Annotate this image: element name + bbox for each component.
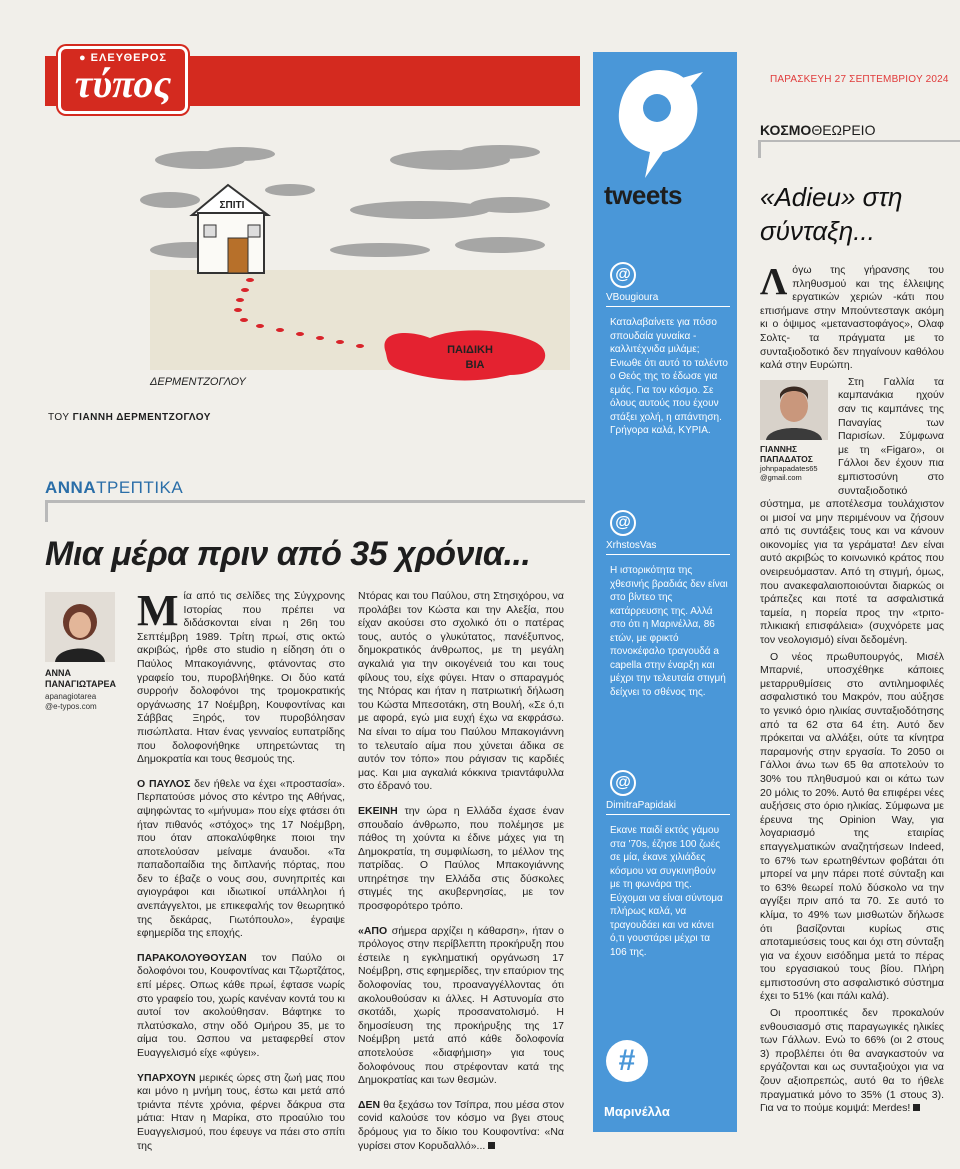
paragraph-lead: «ΑΠΟ: [358, 924, 388, 937]
section-label-bold: ΑΝΝΑ: [45, 478, 97, 497]
article-column-1: [137, 586, 345, 1152]
cartoon-credit: [48, 412, 211, 423]
section-label-rest: ΤΡΕΠΤΙΚΑ: [96, 478, 184, 497]
author-email: [45, 692, 130, 712]
right-author-email-line-2: @gmail.com: [760, 472, 802, 482]
paragraph-lead: ΔΕΝ: [358, 1098, 381, 1111]
dropcap: Μ: [137, 586, 179, 635]
credit-name: ΓΙΑΝΝΗ ΔΕΡΜΕΝΤΖΟΓΛΟΥ: [72, 412, 211, 423]
tweet-handle[interactable]: VBougioura: [606, 292, 730, 307]
logo-big-text: τύπος: [74, 61, 172, 106]
paragraph: Ο νέος πρωθυπουργός, Μισέλ Μπαρνιέ, υποσχέθηκε κάποιες μεταρρυθμίσεις στο αντιλημοφιλές ασφαλιστικό του Μακρόν, που αύξησε το γενικό όριο ηλικίας συνταξιοδότησης από τα 62 στα 64 έτη. Αυτό δεν πρόκειται να αλλάξει, ούτε τα κίνητρα παραμονής στην εργασία. Το 2050 οι Γάλλοι άνω των 65 θα αποτελούν το 30% του πληθυσμού και οι κάτω των 20 μόλις το 20%. Αυτό θα επιφέρει νέες αυξήσεις στο όριο ηλικίας. Σύμφωνα με έρευνα της Opinion Way, για λογαριασμό της εταιρίας επαγγελματικών αναζητήσεων Indeed, το 67% των ερωτηθέντων φοβάται ότι μπορεί να μην πάρει ποτέ σύνταξη και το 63% θεωρεί πολύ δύσκολο να την αγγίξει πριν από τα 70. Σε αυτό το κλίμα, το 49% των μισθωτών δήλωσε ότι βασίζονται κυρίως στις αποταμιεύσεις τους και όχι στη σύνταξη για να έχουν εισόδημα μετά το πέρας του εργασιακού τους βίου. Πλήρη εμπιστοσύνη στο ασφαλιστικό σύστημα έχει το 51% (και πάλι καλά).: [760, 650, 944, 1003]
house-label: ΣΠΙΤΙ: [219, 200, 245, 211]
hashtag-icon: #: [606, 1040, 648, 1082]
author-photo: [45, 592, 115, 662]
author-email-line-1: apanagiotarea: [45, 692, 97, 701]
issue-date: ΠΑΡΑΣΚΕΥΗ 27 ΣΕΠΤΕΜΒΡΙΟΥ 2024: [770, 74, 949, 85]
paragraph-lead: ΥΠΑΡΧΟΥΝ: [137, 1071, 196, 1084]
dropcap: Λ: [760, 261, 788, 303]
at-icon: @: [610, 262, 636, 288]
author-name: [45, 668, 130, 690]
right-section-label: [760, 122, 875, 138]
newspaper-logo: [58, 46, 188, 114]
house: [192, 185, 268, 273]
blood-label-1: ΠΑΙΔΙΚΗ: [447, 344, 493, 356]
section-divider: [45, 500, 585, 503]
right-author-email-line-1: johnpapadates65: [760, 463, 818, 473]
right-author-name: [760, 444, 832, 464]
logo-small-text: ● ΕΛΕΥΘΕΡΟΣ: [78, 52, 168, 64]
tweets-title: tweets: [604, 180, 682, 210]
credit-prefix: ΤΟΥ: [48, 412, 70, 423]
article-column-2: [358, 590, 564, 1152]
tweet-text: Καταλαβαίνετε για πόσο σπουδαία γυναίκα - καλλιτέχνιδα μιλάμε; Ενιωθε ότι αυτό το ταλέντο ο Θεός της το έδωσε για εμάς. Για τον κόσμο. Σε όλους αυτούς που έχουν στάξει χολή, η απάντηση. Γρήγορα καλά, ΚΥΡΙΑ.: [610, 317, 728, 436]
paragraph: δεν ήθελε να έχει «προστασία». Περπατούσε μόνος στο κέντρο της Αθήνας, αψηφώντας το «μήνυμα» που είχε φτάσει ότι ήταν πιθανός «στόχος» της 17 Νοέμβρη, που όταν αποκαλύφθηκε ποιοι την αποτελούσαν μείναμε άναυδοι. «Τα παπαδοπαίδια της διπλανής πόρτας, που δεν το έβαζε ο νους σου, συνηπριτές και αγιογράφοι και ιδιωτικοί υπάλληλοι ή ανεπάγγελτοι, με επικεφαλής τον θεωρητικό της δεκάρας, Γιωτόπουλο», έγραψε εφημερίδα της εποχής.: [137, 777, 345, 940]
author-email-line-2: @e-typos.com: [45, 702, 97, 711]
cartoon-signature: ΔΕΡΜΕΝΤΖΟΓΛΟΥ: [150, 376, 246, 388]
cartoon-illustration: [150, 130, 570, 390]
author-name-line-2: ΠΑΝΑΓΙΩΤΑΡΕΑ: [45, 679, 116, 689]
right-author-email: [760, 464, 832, 482]
paragraph: τον Παύλο οι δολοφόνοι του, Κουφοντίνας και Τζωρτζάτος, επί μέρες. Οπως κάθε πρωί, έφτασε νωρίς στο γραφείο του, χωρίς κανέναν κοντά του κι αυτοί τον ακολούθησαν. Βάφτηκε το πλατύσκαλο, στην οδό Ομήρου 35, με το αίμα του. Ωσπου να μεταφερθεί στον Ευαγγελισμό είχε «φύγει».: [137, 951, 345, 1059]
right-section-divider-tick: [758, 140, 786, 158]
blood-label-2: ΒΙΑ: [465, 359, 485, 371]
tweet-text: Η ιστορικότητα της χθεσινής βραδιάς δεν είναι στο βίντεο της κατάρρευσης της. Αλλά στο ότι η Μαρινέλλα, 86 ετών, με φρικτό πονοκέφαλο τραγουδά a capella στην έναρξη και μέχρι την τελευταία στιγμή δείχνει το σθένος της.: [610, 565, 728, 698]
tweet-text: Εκανε παιδί εκτός γάμου στα '70s, έζησε 100 ζωές σε μία, έκανε χιλιάδες κόσμου να συγκινηθούν με τη φωνάρα της. Εύχομαι να είναι σύντομα πλήρως καλά, να τραγουδάει και να κάνει ό,τι γουστάρει μέχρι τα 106 της.: [610, 825, 723, 958]
paragraph: Οι προοπτικές δεν προκαλούν ενθουσιασμό στις παραγωγικές ηλικίες των Γάλλων. Ενώ το 66% (οι 2 στους 3) προβλέπει ότι θα αναγκαστούν να εργάζονται και ως συνταξιούχοι για να ζουν αξιοπρεπώς, αυτό θα το ήθελε πραγματικά μόνο το 35% (1 στους 3). Για να το πούμε κομψά: Merdes!: [760, 1007, 944, 1115]
paragraph: την ώρα η Ελλάδα έχασε έναν σπουδαίο άνθρωπο, που πολέμησε με πάθος τη χούντα κι έδινε μάχες για τη Δημοκρατία, τη συμφιλίωση, το μέλλον της πατρίδας. Ο Παύλος Μπακογιάννης υπηρέτησε την Ελλάδα στις δύσκολες στιγμές της ακυβερνησίας, με τον προσφορότερο τρόπο.: [358, 804, 564, 913]
tweet-handle[interactable]: DimitraPapidaki: [606, 800, 730, 815]
right-section-bold: ΚΟΣΜΟ: [760, 122, 812, 138]
at-icon: @: [610, 510, 636, 536]
paragraph: Ντόρας και του Παύλου, στη Στησιχόρου, να προλάβει τον Κώστα και την Αλεξία, που είχαν ακούσει στο σχολικό ότι ο πατέρας τους, αυτός ο γλυκύτατος, πανέξυπνος, δημοκρατικός άνθρωπος, με τη μεγάλη αγκαλιά για την οικογένειά του και τους φίλους του, είχε φύγει. Ηταν ο σπαραγμός της Ντόρας και ήταν η πατριωτική δήλωση του Κώστα Μπεσοτάκη, στη Βουλή, «Σε ό,τι με αφορά, εγώ μια ευχή έχω να εκφράσω. Να είναι το αίμα του Παύλου Μπακογιάννη το τελευταίο αίμα που χύνεται άδικα σε αυτόν τον τόπο» που ράγισαν τις καρδιές μας. Και μια αγκαλιά κόκκινα τριαντάφυλλα στο έδρανό του.: [358, 590, 564, 793]
at-icon: @: [610, 770, 636, 796]
section-label: [45, 478, 183, 498]
paragraph: μερικές ώρες στη ζωή μας που και μόνο η μνήμη τους, έστω και μετά από τριάντα πέντε χρόνια, φέρνει δάκρυα στα μάτια: Ηταν η Μαρίκα, στο προαύλιο του Ευαγγελισμού, που έφευγε να πάει στο σπίτι της: [137, 1071, 345, 1152]
right-author-box: [760, 380, 832, 482]
paragraph: ία από τις σελίδες της Σύγχρονης Ιστορίας που πρέπει να διδάσκονται είναι η 26η του Σεπτέμβρη 1989. Τρίτη πρωί, στις οκτώ ακριβώς, ήρθε στο studio η είδηση ότι ο Παύλος Μπακογιάννης, φτάνοντας στο γραφείο του, πυροβλήθηκε. Οι δύο κατά συρροήν δολοφόνοι της τρομοκρατικής οργάνωσης 17 Νοέμβρη, Κουφοντίνας και Σάββας Ξηρός, τον πυροβόλησαν πισώπλατα. Ηταν ένας γενναίος ευπατρίδης που δολοφονήθηκε υπηρετώντας τη Δημοκρατία και τους θεσμούς της.: [137, 590, 345, 766]
right-author-name-line-2: ΠΑΠΑΔΑΤΟΣ: [760, 453, 813, 464]
paragraph-lead: ΕΚΕΙΝΗ: [358, 804, 398, 817]
right-headline: «Adieu» στη σύνταξη...: [760, 182, 903, 246]
section-divider-tick: [45, 500, 77, 522]
paragraph: σήμερα αρχίζει η κάθαρση», ήταν ο πρόλογος στην περίβλεπτη προκήρυξη που έστειλε η εγκληματική οργάνωση 17 Νοέμβρη, στις εφημερίδες, την επαύριον της δολοφονίας του, προαναγγέλλοντας ότι ακολουθούσαν κι άλλες. Η Αστυνομία στο σκοτάδι, χωρίς προσανατολισμό. Η δημοσίευση της προκήρυξης της 17 Νοέμβρη μετά από κάθε δολοφονία αποτελούσε «διαφήμιση» για τους δολοφόνους που στρέφονταν κατά της Δημοκρατίας και των θεσμών.: [358, 924, 564, 1087]
end-mark: [913, 1104, 920, 1111]
right-section-divider: [758, 140, 960, 142]
right-author-photo: [760, 380, 828, 440]
paragraph: Στη Γαλλία τα καμπανάκια ηχούν σαν τις καμπάνες της Παναγίας των Παρισίων. Σύμφωνα με τη «Figaro», οι Γάλλοι δεν έχουν πια εμπιστοσύνη στο συνταξιοδοτικό σύστημα, με αποτέλεσμα τουλάχιστον οι μισοί να μην περιμένουν να ζήσουν από τις συντάξεις τους και να κάνουν οικονομίες για τα γεράματα! Δεν είναι αυτό ακριβώς το κοινωνικό κράτος που ονειρευόμασταν. Από τη στιγμή, όμως, που ανακεφαλαιοποιούνται διαρκώς οι τράπεζες και ποτέ τα ασφαλιστικά ταμεία, η πορεία προς την «τριτο-πλικιακή επισφάλεια» (συχνόρετε μας τον νεολογισμό) είναι δεδομένη.: [760, 375, 944, 647]
tweet-bird-icon: [605, 60, 715, 180]
author-name-line-1: ΑΝΝΑ: [45, 668, 71, 678]
right-author-name-line-1: ΓΙΑΝΝΗΣ: [760, 443, 798, 454]
hashtag-label: Μαρινέλλα: [604, 1104, 670, 1119]
article-headline: Μια μέρα πριν από 35 χρόνια...: [45, 535, 531, 573]
paragraph-lead: Ο ΠΑΥΛΟΣ: [137, 777, 191, 790]
avatar: [45, 592, 115, 662]
end-mark: [488, 1142, 495, 1149]
right-section-rest: ΘΕΩΡΕΙΟ: [811, 122, 876, 138]
paragraph-lead: ΠΑΡΑΚΟΛΟΥΘΟΥΣΑΝ: [137, 951, 247, 964]
avatar: [760, 380, 828, 440]
paragraph: όγω της γήρανσης του πληθυσμού και της έλλειψης εργατικών χεριών -κάτι που επισήμανε στην Μπούντεσταγκ ακόμη κι ο όψιμος «μεταναστοφάγος», Ολαφ Σολτς- τα πράγματα με το συνταξιοδοτικό δεν πηγαίνουν καθόλου καλά στην Ευρώπη.: [760, 264, 944, 372]
paragraph: θα ξεχάσω τον Τσίπρα, που μέσα στον covid καλούσε τον κόσμο να βγει στους δρόμους για το δίκιο του Κουφοντίνα: «Να γυρίσει στον Κορυδαλλό»...: [358, 1098, 564, 1152]
tweet-handle[interactable]: XrhstosVas: [606, 540, 730, 555]
right-article-body: [760, 261, 944, 1134]
